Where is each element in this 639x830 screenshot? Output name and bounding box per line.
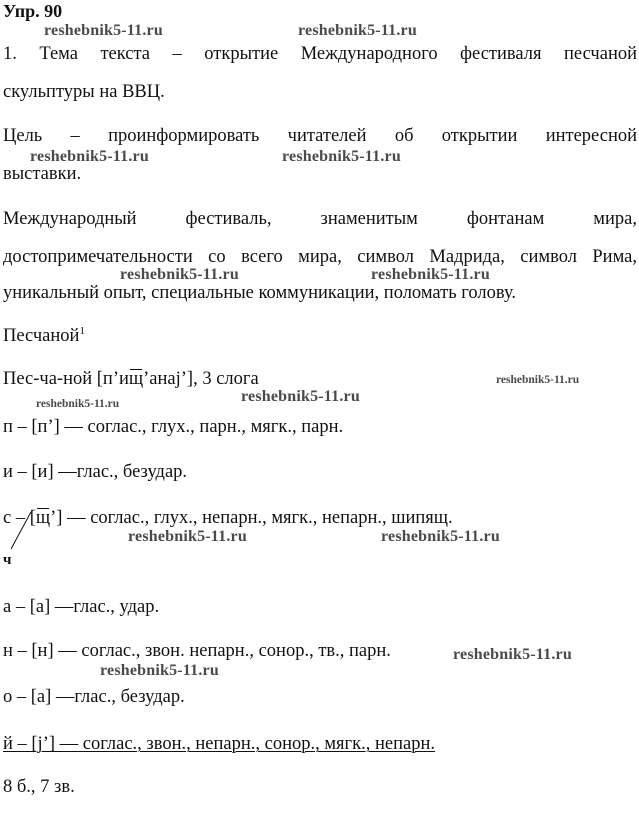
summary: 8 б., 7 зв.	[3, 777, 75, 797]
watermark: reshebnik5-11.ru	[100, 662, 219, 679]
paragraph-line: Международный фестиваль, знаменитым фонтанам мира,	[3, 209, 637, 229]
paragraph-line: скульптуры на ВВЦ.	[3, 82, 165, 102]
letter-row-underlined: й – [j’] — соглас., звон., непарн., сонор., мягк., непарн.	[3, 734, 436, 754]
watermark: reshebnik5-11.ru	[496, 374, 580, 386]
letter-row: и – [и] —глас., безудар.	[3, 462, 188, 482]
paragraph-line: 1. Тема текста – открытие Международного фестиваля песчаной	[3, 44, 637, 64]
watermark: reshebnik5-11.ru	[282, 148, 401, 165]
watermark: reshebnik5-11.ru	[128, 528, 247, 545]
syllable-suffix: ’анаj’], 3 слога	[143, 369, 259, 389]
watermark: reshebnik5-11.ru	[30, 148, 149, 165]
watermark: reshebnik5-11.ru	[120, 266, 239, 283]
letter-row: п – [п’] — соглас., глух., парн., мягк., парн.	[3, 417, 344, 437]
watermark: reshebnik5-11.ru	[381, 528, 500, 545]
paragraph-line: достопримечательности со всего мира, символ Мадрида, символ Рима,	[3, 247, 637, 267]
paragraph-line: Цель – проинформировать читателей об открытии интересной	[3, 126, 637, 146]
letter-s-suffix: ’] — соглас., глух., непарн., мягк., непарн., шипящ.	[50, 508, 453, 528]
letter-s-prefix: с – [	[3, 508, 36, 528]
watermark: reshebnik5-11.ru	[453, 646, 572, 663]
paragraph-line: выставки.	[3, 164, 82, 184]
page-title: Упр. 90	[3, 1, 63, 21]
letter-row: о – [а] —глас., безудар.	[3, 687, 185, 707]
watermark: reshebnik5-11.ru	[36, 398, 120, 410]
tie-letter: щ	[35, 508, 51, 528]
watermark: reshebnik5-11.ru	[371, 266, 490, 283]
watermark: reshebnik5-11.ru	[298, 22, 417, 39]
letter-row: а – [а] —глас., удар.	[3, 597, 160, 617]
letter-row: н – [н] — соглас., звон. непарн., сонор., тв., парн.	[3, 641, 391, 661]
word-text: Песчаной	[3, 326, 80, 346]
word-superscript: 1	[79, 324, 85, 337]
syllable-prefix: Пес-ча-ной [п’и	[3, 369, 129, 389]
watermark: reshebnik5-11.ru	[241, 388, 360, 405]
tie-letter: щ	[128, 369, 144, 389]
letter-ch: ч	[3, 552, 12, 568]
paragraph-line: уникальный опыт, специальные коммуникации, поломать голову.	[3, 283, 517, 303]
watermark: reshebnik5-11.ru	[44, 22, 163, 39]
